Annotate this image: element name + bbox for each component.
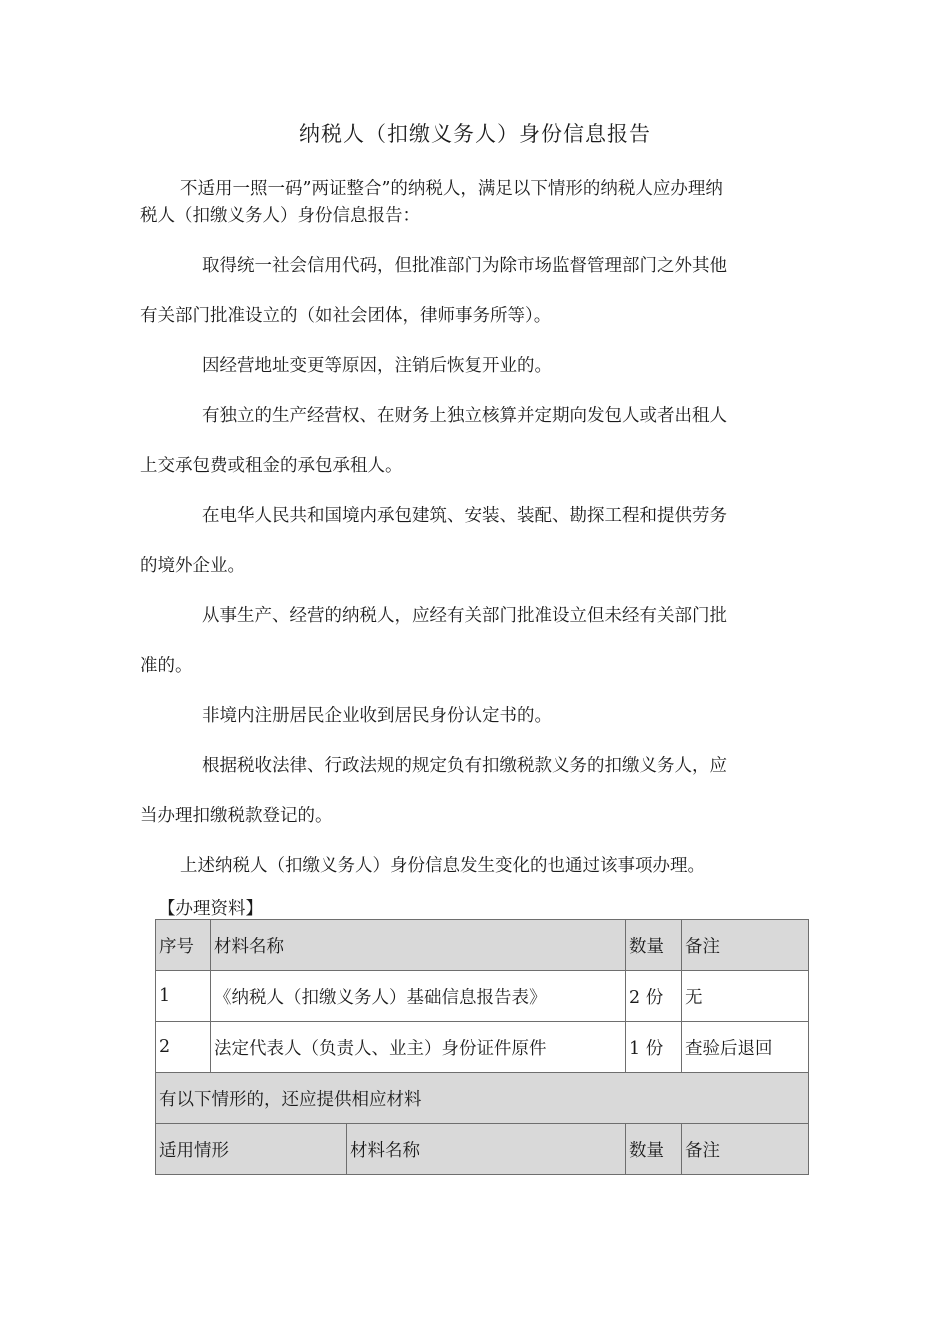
cell-remark: 无 (682, 971, 809, 1022)
condition-line: 根据税收法律、行政法规的规定负有扣缴税款义务的扣缴义务人，应 (202, 756, 727, 776)
table-subheader-row (156, 1124, 809, 1175)
header-cell-index: 序号 (156, 920, 211, 971)
section-label-materials: 【办理资料】 (158, 899, 263, 919)
cell-quantity: 2 份 (626, 971, 682, 1022)
cell-remark: 查验后退回 (682, 1022, 809, 1073)
table-note-row (156, 1073, 809, 1124)
cell-material: 法定代表人（负责人、业主）身份证件原件 (211, 1022, 626, 1073)
cell-note: 有以下情形的，还应提供相应材料 (156, 1073, 809, 1124)
cell-index: 1 (156, 971, 211, 1022)
cell-material: 《纳税人（扣缴义务人）基础信息报告表》 (211, 971, 626, 1022)
condition-line: 取得统一社会信用代码，但批准部门为除市场监督管理部门之外其他 (202, 256, 727, 276)
intro-paragraph (140, 176, 830, 230)
subheader-cell-material: 材料名称 (347, 1124, 626, 1175)
subheader-cell-quantity: 数量 (626, 1124, 682, 1175)
condition-line: 从事生产、经营的纳税人，应经有关部门批准设立但未经有关部门批 (202, 606, 727, 626)
subheader-cell-situation: 适用情形 (156, 1124, 347, 1175)
condition-line: 在电华人民共和国境内承包建筑、安装、装配、勘探工程和提供劳务 (202, 506, 727, 526)
subheader-cell-remark: 备注 (682, 1124, 809, 1175)
materials-table (155, 919, 809, 1175)
table-row (156, 1022, 809, 1073)
condition-line: 有独立的生产经营权、在财务上独立核算并定期向发包人或者出租人 (202, 406, 727, 426)
header-cell-material: 材料名称 (211, 920, 626, 971)
intro-line-2: 税人（扣缴义务人）身份信息报告： (140, 206, 420, 226)
condition-line: 当办理扣缴税款登记的。 (140, 806, 333, 826)
cell-index: 2 (156, 1022, 211, 1073)
page-title: 纳税人（扣缴义务人）身份信息报告 (299, 122, 651, 146)
summary-line: 上述纳税人（扣缴义务人）身份信息发生变化的也通过该事项办理。 (180, 856, 705, 876)
cell-quantity: 1 份 (626, 1022, 682, 1073)
header-cell-quantity: 数量 (626, 920, 682, 971)
condition-line: 上交承包费或租金的承包承租人。 (140, 456, 403, 476)
table-row (156, 971, 809, 1022)
conditions-list (140, 241, 830, 891)
condition-line: 的境外企业。 (140, 556, 245, 576)
condition-line: 因经营地址变更等原因，注销后恢复开业的。 (202, 356, 552, 376)
condition-line: 非境内注册居民企业收到居民身份认定书的。 (202, 706, 552, 726)
condition-line: 准的。 (140, 656, 193, 676)
header-cell-remark: 备注 (682, 920, 809, 971)
condition-line: 有关部门批准设立的（如社会团体，律师事务所等）。 (140, 306, 552, 326)
intro-line-1: 不适用一照一码”两证整合”的纳税人，满足以下情形的纳税人应办理纳 (180, 179, 723, 199)
table-header-row (156, 920, 809, 971)
